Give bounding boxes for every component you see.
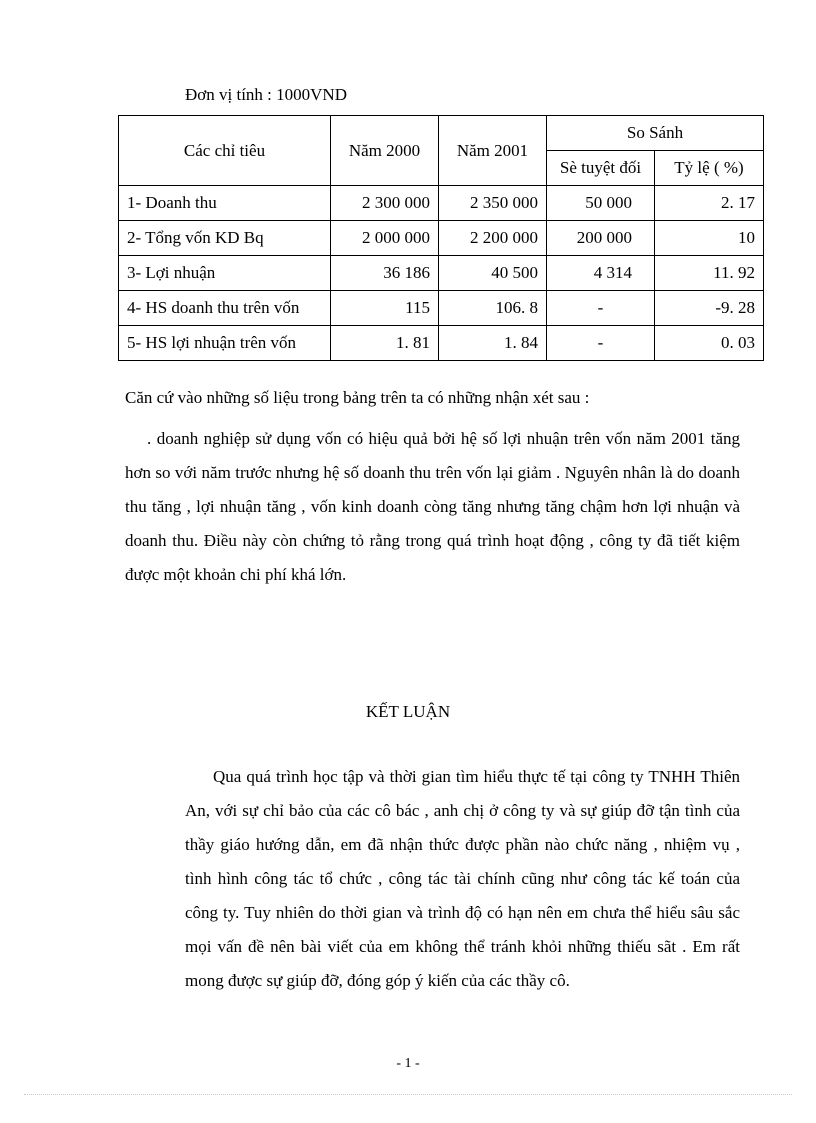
table-row — [119, 256, 764, 291]
conclusion-title: KẾT LUẬN — [365, 702, 451, 721]
cell-2000: 1. 81 — [331, 326, 439, 361]
analysis-body: . doanh nghiệp sử dụng vốn có hiệu quả bởi hệ số lợi nhuận trên vốn năm 2001 tăng hơn so với năm trước nhưng hệ số doanh thu trên vốn lại giảm . Nguyên nhân là do doanh thu tăng , lợi nhuận tăng , vốn kinh doanh còng tăng nhưng tăng chậm hơn lợi nhuận và doanh thu. Điều này còn chứng tỏ rằng trong quá trình hoạt động , công ty đã tiết kiệm được một khoản chi phí khá lớn. — [125, 429, 740, 584]
cell-ratio: 11. 92 — [655, 256, 764, 291]
cell-2001: 1. 84 — [439, 326, 547, 361]
cell-ratio: -9. 28 — [655, 291, 764, 326]
cell-2001: 2 350 000 — [439, 186, 547, 221]
cell-ratio: 2. 17 — [655, 186, 764, 221]
cell-absolute: - — [547, 291, 655, 326]
row-label: 2- Tổng vốn KD Bq — [119, 221, 331, 256]
cell-absolute: - — [547, 326, 655, 361]
table-row — [119, 221, 764, 256]
analysis-intro: Căn cứ vào những số liệu trong bảng trên ta có những nhận xét sau : — [125, 388, 590, 407]
header-criteria: Các chỉ tiêu — [119, 116, 331, 186]
footer-divider — [24, 1094, 792, 1095]
row-label: 3- Lợi nhuận — [119, 256, 331, 291]
header-compare: So Sánh — [547, 116, 764, 151]
table-row — [119, 326, 764, 361]
cell-2000: 2 300 000 — [331, 186, 439, 221]
cell-2001: 2 200 000 — [439, 221, 547, 256]
cell-absolute: 200 000 — [547, 221, 655, 256]
comparison-table — [118, 115, 764, 361]
cell-ratio: 10 — [655, 221, 764, 256]
row-label: 1- Doanh thu — [119, 186, 331, 221]
cell-2000: 115 — [331, 291, 439, 326]
table-row — [119, 291, 764, 326]
header-ratio: Tỷ lệ ( %) — [655, 151, 764, 186]
row-label: 5- HS lợi nhuận trên vốn — [119, 326, 331, 361]
cell-absolute: 50 000 — [547, 186, 655, 221]
header-year-2001: Năm 2001 — [439, 116, 547, 186]
cell-2001: 40 500 — [439, 256, 547, 291]
unit-label: Đơn vị tính : 1000VND — [185, 85, 347, 104]
cell-2000: 2 000 000 — [331, 221, 439, 256]
cell-2001: 106. 8 — [439, 291, 547, 326]
table-row — [119, 186, 764, 221]
cell-2000: 36 186 — [331, 256, 439, 291]
cell-ratio: 0. 03 — [655, 326, 764, 361]
conclusion-body: Qua quá trình học tập và thời gian tìm hiểu thực tế tại công ty TNHH Thiên An, với sự chỉ bảo của các cô bác , anh chị ở công ty và sự giúp đỡ tận tình của thầy giáo hướng dẫn, em đã nhận thức được phần nào chức năng , nhiệm vụ , tình hình công tác tổ chức , công tác tài chính cũng như công tác kế toán của công ty. Tuy nhiên do thời gian và trình độ có hạn nên em chưa thể hiểu sâu sắc mọi vấn đề nên bài viết của em không thể tránh khỏi những thiếu sãt . Em rất mong được sự giúp đỡ, đóng góp ý kiến của các thầy cô. — [185, 767, 740, 990]
header-absolute: Sè tuyệt đối — [547, 151, 655, 186]
header-year-2000: Năm 2000 — [331, 116, 439, 186]
row-label: 4- HS doanh thu trên vốn — [119, 291, 331, 326]
page-number: - 1 - — [396, 1056, 420, 1071]
cell-absolute: 4 314 — [547, 256, 655, 291]
